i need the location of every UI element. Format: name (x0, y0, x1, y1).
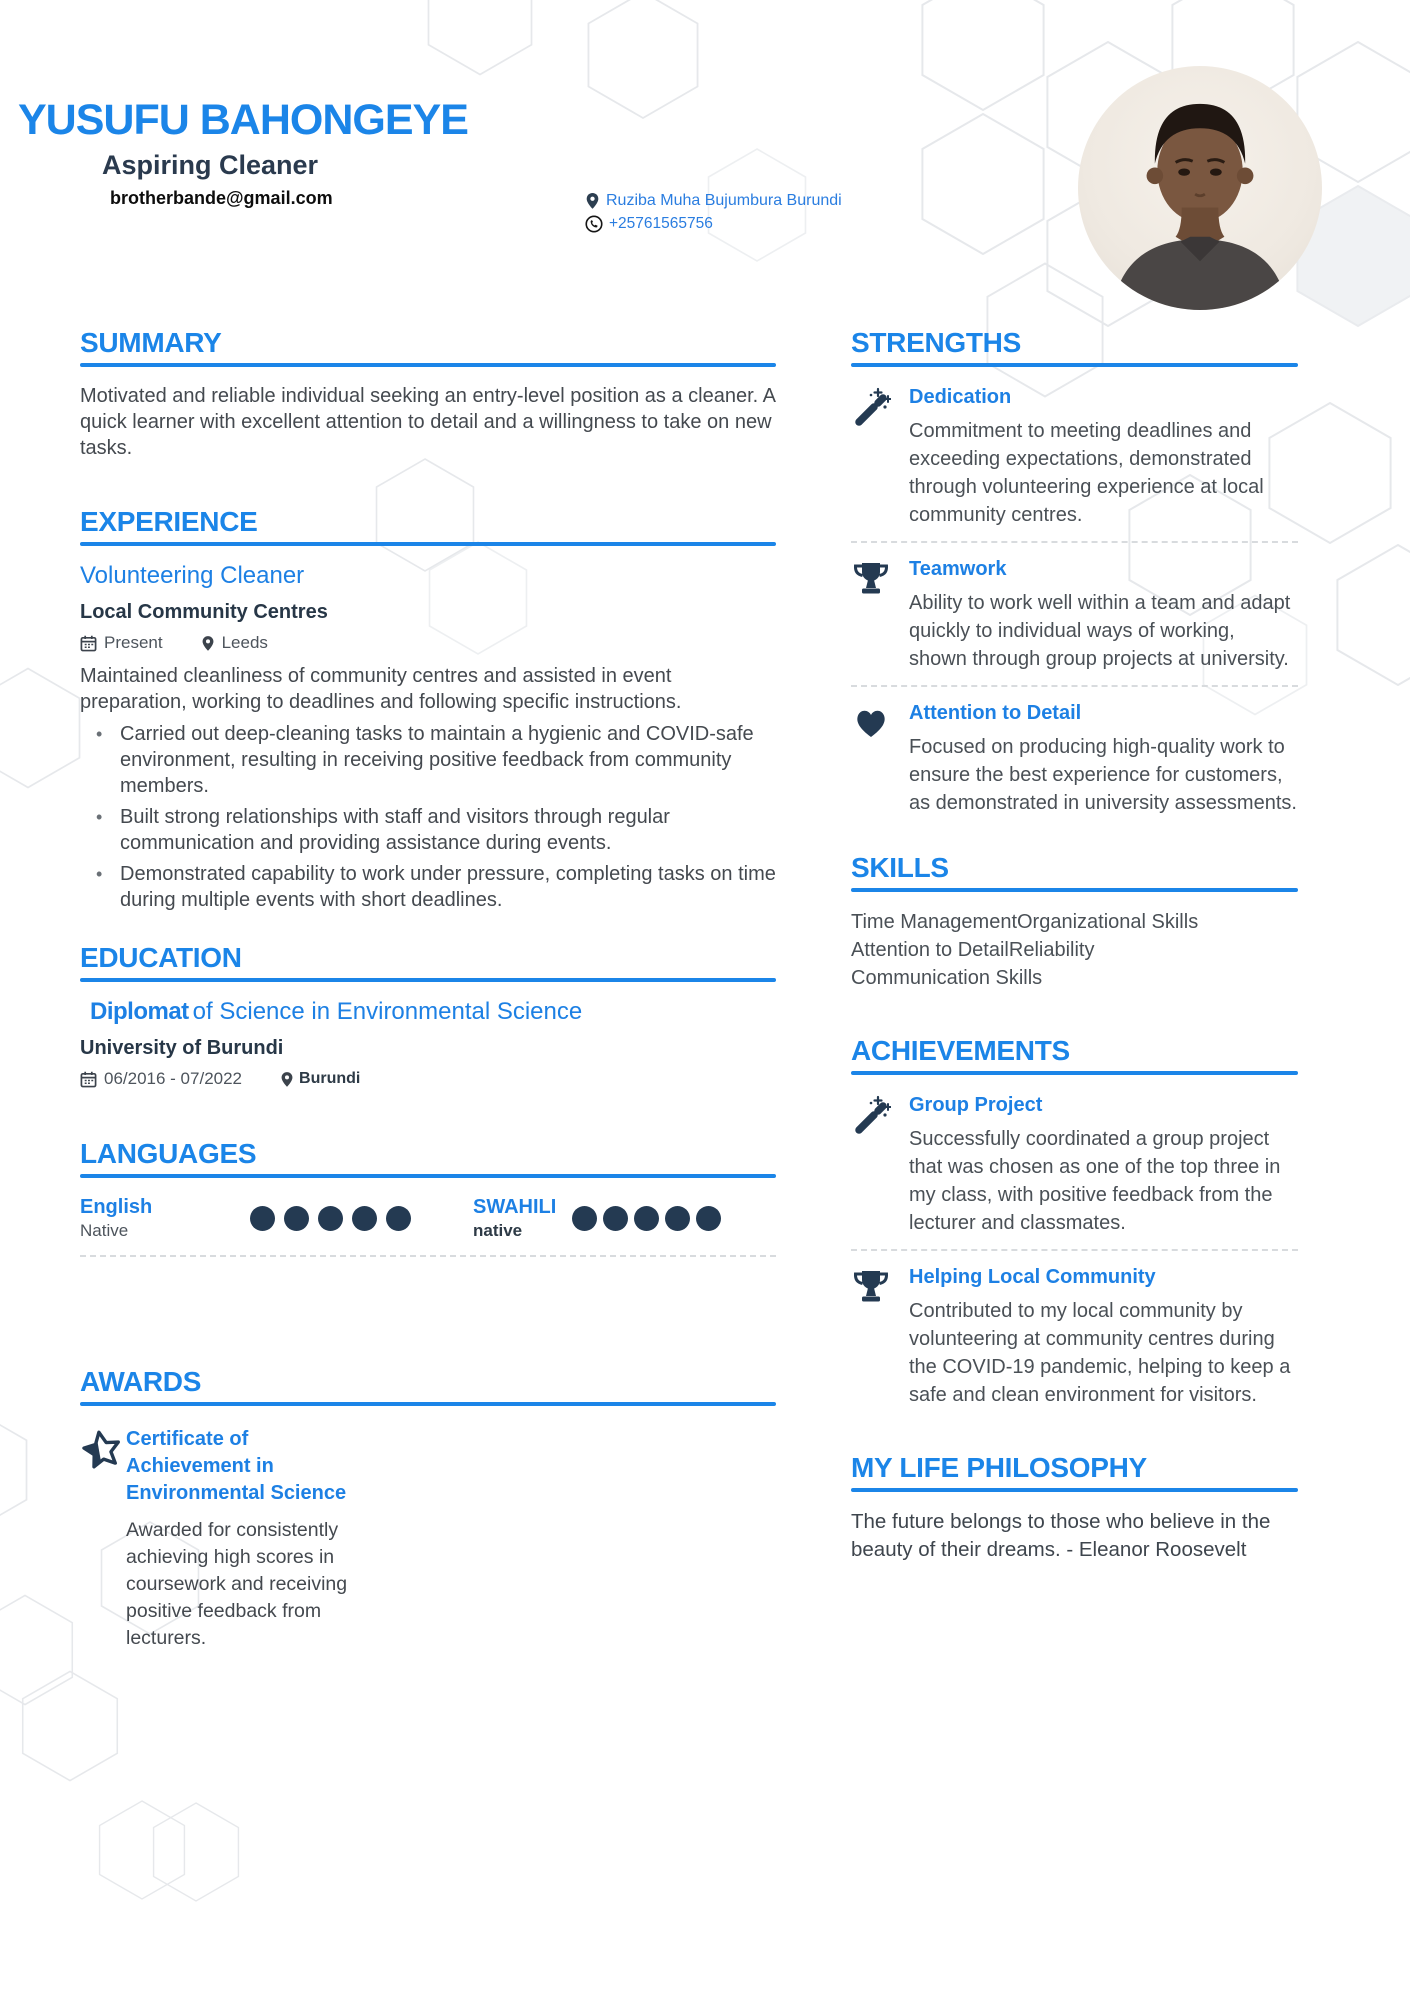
achievements-divider (851, 1249, 1298, 1251)
education-period-text: 06/2016 - 07/2022 (104, 1069, 243, 1088)
degree-title (80, 998, 776, 1026)
language-level-dot (386, 1206, 411, 1231)
profile-photo (1078, 66, 1322, 310)
candidate-name: YUSUFU BAHONGEYE (18, 96, 468, 144)
person-portrait (1078, 66, 1322, 310)
language-name: SWAHILI (473, 1196, 557, 1218)
section-experience (80, 507, 776, 913)
job-bullet-list (80, 721, 776, 913)
job-period (80, 633, 163, 653)
awards-heading: AWARDS (80, 1366, 202, 1397)
summary-heading: SUMMARY (80, 327, 222, 358)
section-achievements (851, 1036, 1298, 1409)
language-name: English (80, 1196, 153, 1218)
language-rating-dots (572, 1206, 727, 1231)
achievement-item (851, 1265, 1298, 1409)
job-period-text: Present (104, 633, 163, 652)
experience-heading: EXPERIENCE (80, 506, 258, 537)
strength-title: Dedication (909, 386, 1012, 408)
language-level-dot (603, 1206, 628, 1231)
calendar-icon (80, 1071, 97, 1088)
skill-line: Communication Skills (851, 967, 1043, 989)
strength-title: Attention to Detail (909, 702, 1082, 724)
education-location (280, 1070, 360, 1088)
language-rating-dots (250, 1206, 420, 1231)
skills-heading: SKILLS (851, 852, 949, 883)
strength-title: Teamwork (909, 558, 1007, 580)
education-meta (80, 1069, 776, 1089)
strength-body (909, 701, 1298, 817)
magic-wand-icon (851, 385, 909, 529)
language-level-dot (318, 1206, 343, 1231)
job-location-text: Leeds (221, 633, 268, 652)
school-name: University of Burundi (80, 1037, 284, 1059)
strength-body (909, 385, 1298, 529)
languages-row (80, 1196, 776, 1241)
language-label (473, 1196, 556, 1241)
education-rule (80, 978, 776, 982)
award-body (126, 1426, 361, 1652)
contact-block (585, 192, 842, 238)
calendar-icon (80, 635, 97, 652)
job-location (201, 633, 268, 653)
award-title: Certificate of Achievement in Environmental Science (126, 1428, 347, 1504)
education-heading: EDUCATION (80, 942, 242, 973)
location-pin-icon (280, 1071, 294, 1088)
achievements-heading: ACHIEVEMENTS (851, 1035, 1070, 1066)
section-awards (80, 1367, 776, 1652)
phone-icon (585, 215, 603, 233)
location-row (585, 192, 842, 210)
philosophy-rule (851, 1488, 1298, 1492)
skills-list (851, 908, 1298, 992)
language-label (80, 1196, 250, 1241)
star-icon (80, 1426, 126, 1652)
location-pin-icon (585, 192, 600, 210)
language-level-dot (250, 1206, 275, 1231)
magic-wand-icon (851, 1093, 909, 1237)
trophy-icon (851, 557, 909, 673)
heart-icon (851, 701, 909, 817)
job-bullet: • Demonstrated capability to work under pressure, completing tasks on time during multiple events with short deadlines. (80, 861, 776, 913)
award-item (80, 1426, 776, 1652)
skill-line: Time ManagementOrganizational Skills (851, 911, 1199, 933)
skills-rule (851, 888, 1298, 892)
phone-text[interactable]: +25761565756 (609, 215, 713, 232)
section-strengths (851, 328, 1298, 817)
trophy-icon (851, 1265, 909, 1409)
strength-text: Focused on producing high-quality work to ensure the best experience for customers, as demonstrated in university assessments. (909, 736, 1297, 814)
achievements-rule (851, 1071, 1298, 1075)
right-column (851, 328, 1298, 1564)
strengths-divider (851, 541, 1298, 543)
job-intro: Maintained cleanliness of community centres and assisted in event preparation, working to deadlines and following specific instructions. (80, 665, 682, 713)
job-title: Volunteering Cleaner (80, 562, 305, 589)
award-text: Awarded for consistently achieving high scores in coursework and receiving positive feedback from lecturers. (126, 1519, 348, 1649)
strengths-heading: STRENGTHS (851, 327, 1021, 358)
achievement-text: Contributed to my local community by volunteering at community centres during the COVID-19 pandemic, helping to keep a safe and clean environment for visitors. (909, 1300, 1291, 1406)
skill-line: Attention to DetailReliability (851, 939, 1095, 961)
summary-text: Motivated and reliable individual seeking an entry-level position as a cleaner. A quick learner with excellent attention to detail and a willingness to take on new tasks. (80, 385, 775, 459)
strength-item (851, 385, 1298, 529)
strength-item (851, 701, 1298, 817)
job-bullet: • Carried out deep-cleaning tasks to maintain a hygienic and COVID-safe environment, resulting in receiving positive feedback from community members. (80, 721, 776, 799)
achievement-item (851, 1093, 1298, 1237)
candidate-title: Aspiring Cleaner (102, 150, 319, 180)
awards-rule (80, 1402, 776, 1406)
achievement-body (909, 1093, 1298, 1237)
email-text[interactable]: brotherbande@gmail.com (110, 188, 333, 208)
language-level-dot (665, 1206, 690, 1231)
languages-heading: LANGUAGES (80, 1138, 257, 1169)
education-period (80, 1069, 242, 1089)
strengths-rule (851, 363, 1298, 367)
achievement-title: Group Project (909, 1094, 1043, 1116)
phone-row (585, 215, 842, 233)
job-bullet: • Built strong relationships with staff and visitors through regular communication and providing assistance during events. (80, 804, 776, 856)
language-item-english (80, 1196, 413, 1241)
languages-rule (80, 1174, 776, 1178)
achievement-text: Successfully coordinated a group project that was chosen as one of the top three in my class, with positive feedback from the lecturer and classmates. (909, 1128, 1281, 1234)
location-pin-icon (201, 635, 215, 652)
language-item-swahili (473, 1196, 727, 1241)
degree-title-primary: Diplomat (90, 998, 189, 1025)
languages-divider (80, 1255, 776, 1257)
language-level-dot (352, 1206, 377, 1231)
section-skills (851, 853, 1298, 992)
strength-text: Ability to work well within a team and adapt quickly to individual ways of working, shown through group projects at university. (909, 592, 1291, 670)
section-education (80, 943, 776, 1089)
section-summary (80, 328, 776, 461)
summary-rule (80, 363, 776, 367)
language-level-dot (696, 1206, 721, 1231)
philosophy-text: The future belongs to those who believe in the beauty of their dreams. - Eleanor Roosevelt (851, 1510, 1271, 1561)
language-level-dot (284, 1206, 309, 1231)
degree-title-rest: of Science in Environmental Science (192, 998, 583, 1025)
strengths-divider (851, 685, 1298, 687)
language-level-dot (572, 1206, 597, 1231)
strength-text: Commitment to meeting deadlines and exceeding expectations, demonstrated through volunteering experience at local community centres. (909, 420, 1264, 526)
job-meta (80, 633, 776, 653)
company-name: Local Community Centres (80, 601, 328, 623)
achievement-body (909, 1265, 1298, 1409)
language-level-dot (634, 1206, 659, 1231)
achievement-title: Helping Local Community (909, 1266, 1156, 1288)
strength-body (909, 557, 1298, 673)
language-level: native (473, 1221, 523, 1240)
location-text: Ruziba Muha Bujumbura Burundi (606, 192, 842, 209)
left-column (80, 328, 776, 1652)
education-location-text: Burundi (299, 1070, 361, 1087)
language-level: Native (80, 1221, 129, 1240)
experience-rule (80, 542, 776, 546)
section-philosophy (851, 1453, 1298, 1564)
section-languages (80, 1139, 776, 1257)
strength-item (851, 557, 1298, 673)
philosophy-heading: MY LIFE PHILOSOPHY (851, 1452, 1147, 1483)
